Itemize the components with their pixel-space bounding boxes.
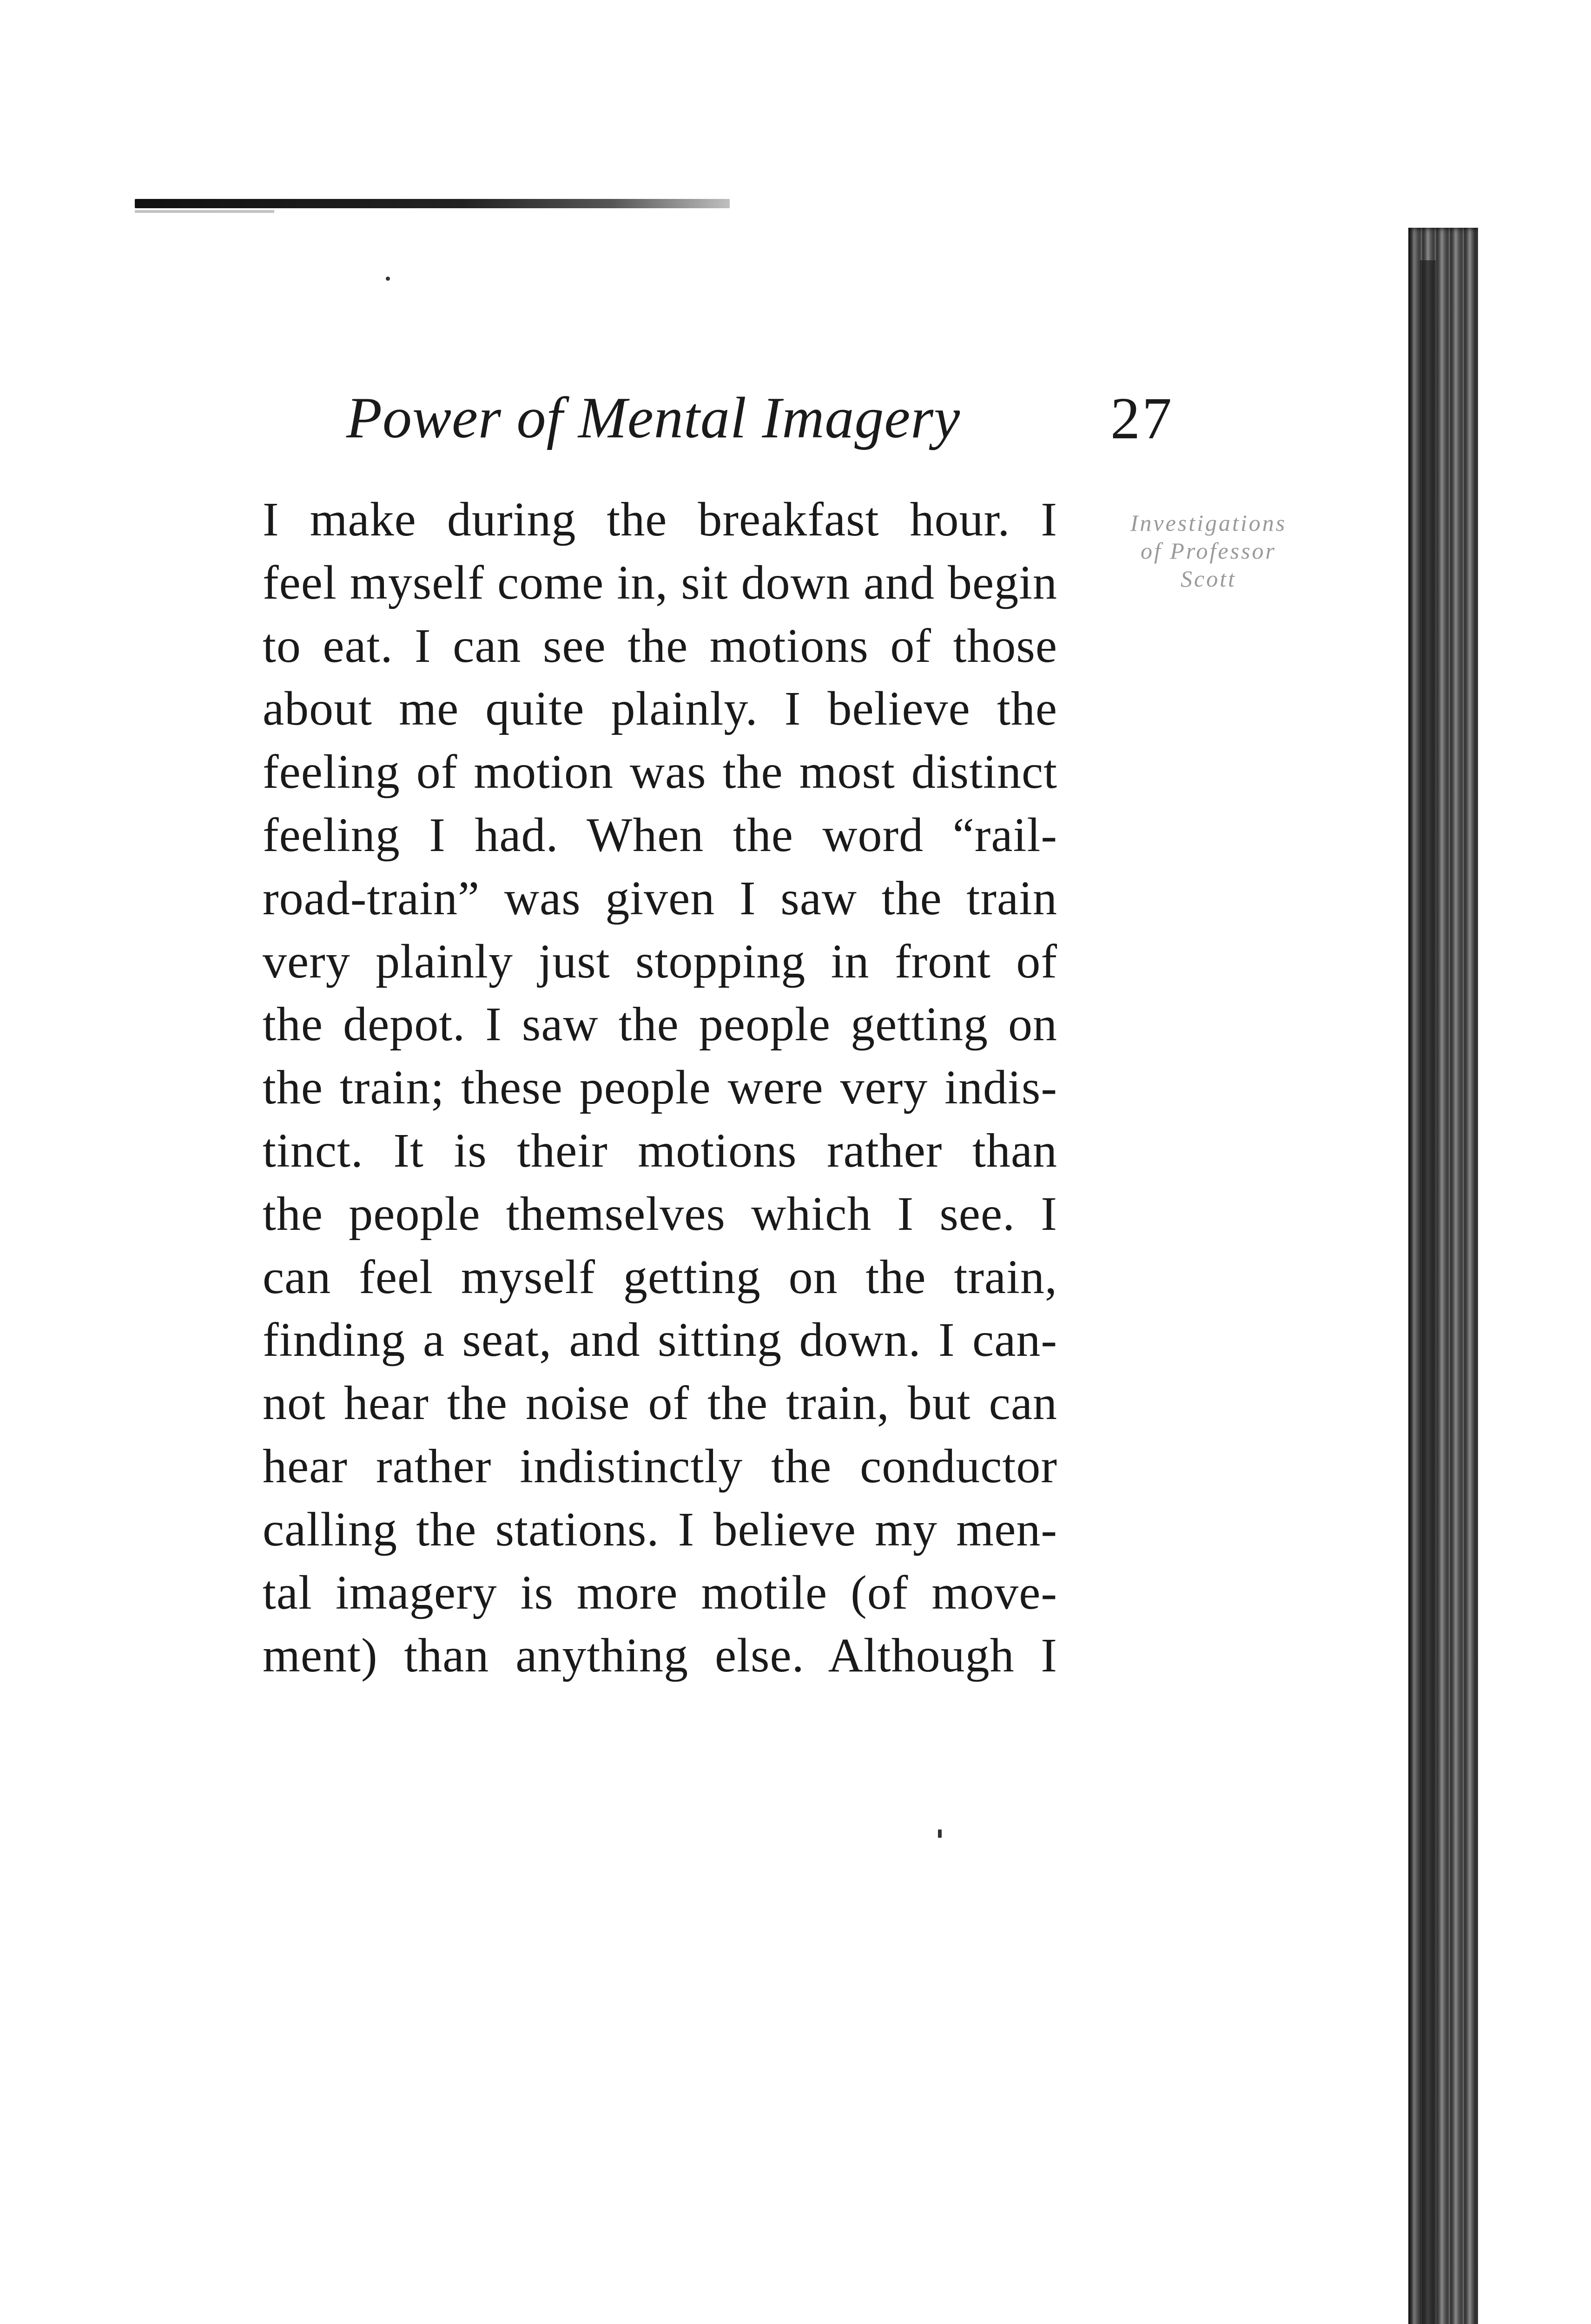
- text-line: feel myself come in, sit down and begin: [263, 555, 1057, 609]
- text-line: not hear the noise of the train, but can: [263, 1376, 1057, 1430]
- text-line: to eat. I can see the motions of those: [263, 619, 1057, 673]
- scan-top-rule: [135, 199, 730, 208]
- text-line: I make during the breakfast hour. I: [263, 493, 1057, 546]
- margin-note-line: Investigations: [1130, 510, 1287, 536]
- page-header: [346, 386, 1174, 451]
- scan-speck: [386, 277, 390, 281]
- margin-note-line: Scott: [1181, 566, 1236, 592]
- page-number: 27: [1110, 385, 1174, 451]
- text-line: can feel myself getting on the train,: [263, 1250, 1057, 1304]
- text-line: finding a seat, and sitting down. I can-: [263, 1313, 1057, 1367]
- text-line: feeling of motion was the most distinct: [263, 745, 1057, 799]
- text-line: tinct. It is their motions rather than: [263, 1123, 1057, 1177]
- scan-top-rule-shadow: [135, 210, 274, 213]
- margin-note: [1088, 509, 1329, 593]
- text-line: feeling I had. When the word “rail-: [263, 808, 1057, 862]
- text-line: road-train” was given I saw the train: [263, 871, 1057, 925]
- margin-note-line: of Professor: [1141, 538, 1276, 564]
- running-title: Power of Mental Imagery: [346, 386, 961, 450]
- text-line: hear rather indistinctly the conductor: [263, 1439, 1057, 1493]
- text-line: the depot. I saw the people getting on: [263, 997, 1057, 1051]
- book-spine-edge: [1408, 228, 1478, 2324]
- text-line: ment) than anything else. Although I: [263, 1629, 1057, 1683]
- text-line: about me quite plainly. I believe the: [263, 682, 1057, 736]
- scan-speck: [938, 1829, 942, 1838]
- text-line: the train; these people were very indis-: [263, 1061, 1057, 1115]
- text-line: calling the stations. I believe my men-: [263, 1502, 1057, 1556]
- text-line: very plainly just stopping in front of: [263, 934, 1057, 988]
- text-line: tal imagery is more motile (of move-: [263, 1565, 1057, 1619]
- body-text: [263, 488, 1057, 1687]
- text-line: the people themselves which I see. I: [263, 1187, 1057, 1241]
- book-spine-shadow: [1420, 260, 1436, 2324]
